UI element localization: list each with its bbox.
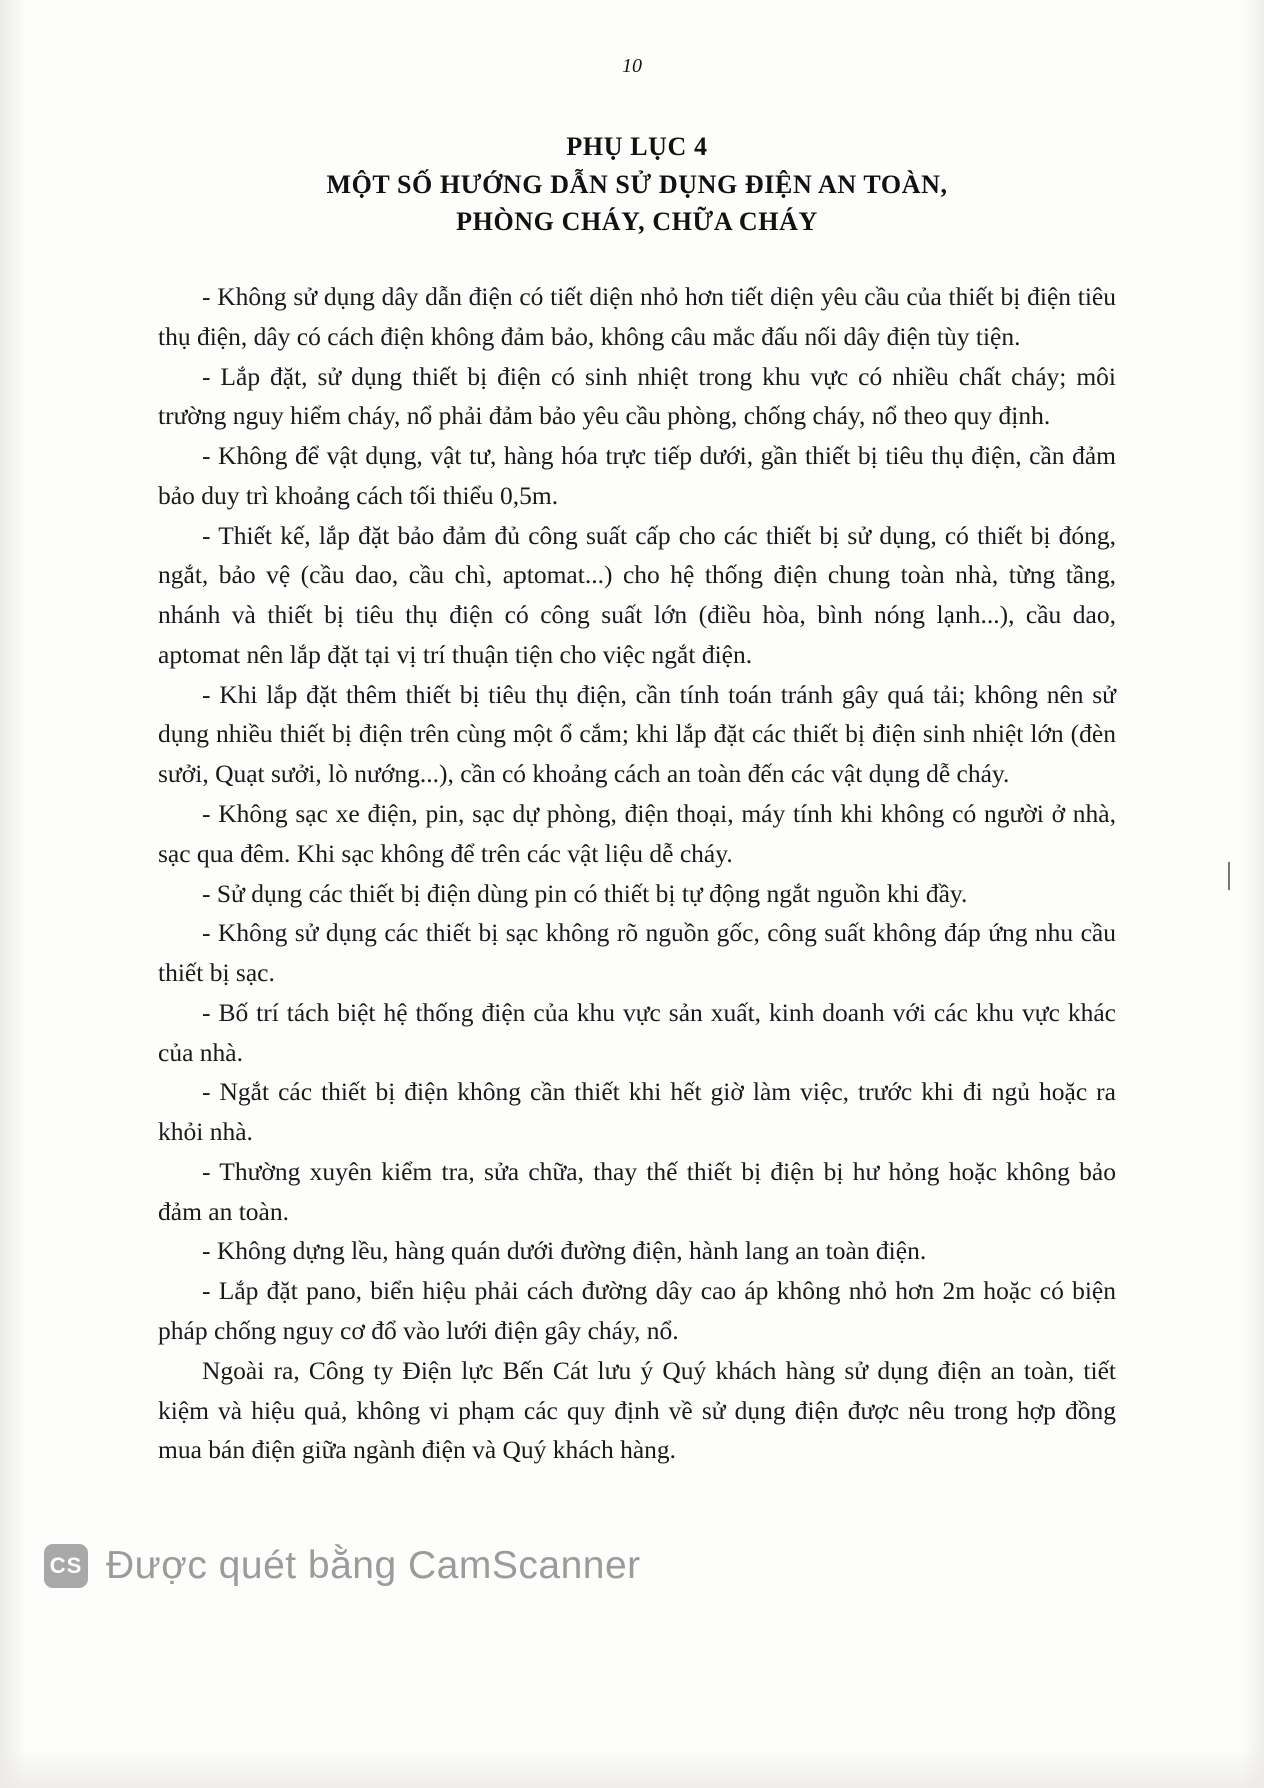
paragraph: - Sử dụng các thiết bị điện dùng pin có thiết bị tự động ngắt nguồn khi đầy.: [202, 878, 968, 908]
title-line-3: PHÒNG CHÁY, CHỮA CHÁY: [456, 207, 818, 237]
paragraph: - Không sạc xe điện, pin, sạc dự phòng, điện thoại, máy tính khi không có người ở nhà, sạc qua đêm. Khi sạc không để trên các vật liệu dễ cháy.: [158, 799, 1116, 868]
scan-edge-bottom: [0, 1748, 1264, 1788]
camscanner-watermark: [44, 1544, 641, 1588]
scan-edge-left: [0, 0, 26, 1788]
paragraph: - Không dựng lều, hàng quán dưới đường điện, hành lang an toàn điện.: [202, 1236, 927, 1266]
page-title: [158, 128, 1116, 241]
paragraph: - Thiết kế, lắp đặt bảo đảm đủ công suất cấp cho các thiết bị sử dụng, có thiết bị đóng, ngắt, bảo vệ (cầu dao, cầu chì, aptomat...) cho hệ thống điện chung toàn nhà, từng tầng, nhánh và thiết bị tiêu thụ điện có công suất lớn (điều hòa, bình nóng lạnh...), cầu dao, aptomat nên lắp đặt tại vị trí thuận tiện cho việc ngắt điện.: [158, 520, 1116, 669]
paragraph: - Lắp đặt pano, biển hiệu phải cách đường dây cao áp không nhỏ hơn 2m hoặc có biện pháp chống nguy cơ đổ vào lưới điện gây cháy, nổ.: [158, 1276, 1116, 1345]
paragraph: - Không để vật dụng, vật tư, hàng hóa trực tiếp dưới, gần thiết bị tiêu thụ điện, cần đảm bảo duy trì khoảng cách tối thiểu 0,5m.: [158, 441, 1116, 510]
paragraph: - Không sử dụng các thiết bị sạc không rõ nguồn gốc, công suất không đáp ứng nhu cầu thiết bị sạc.: [158, 918, 1116, 988]
title-line-1: PHỤ LỤC 4: [566, 132, 708, 161]
scan-edge-right: [1242, 0, 1264, 1788]
paragraph: - Thường xuyên kiểm tra, sửa chữa, thay thế thiết bị điện bị hư hỏng hoặc không bảo đảm an toàn.: [158, 1156, 1116, 1226]
margin-tick-mark: [1228, 862, 1230, 890]
camscanner-watermark-text: Được quét bằng CamScanner: [106, 1544, 641, 1587]
camscanner-logo-icon: CS: [44, 1544, 88, 1588]
paragraph: - Không sử dụng dây dẫn điện có tiết diện nhỏ hơn tiết diện yêu cầu của thiết bị điện tiêu thụ điện, dây có cách điện không đảm bảo, không câu mắc đấu nối dây điện tùy tiện.: [158, 282, 1116, 351]
document-content: [158, 128, 1116, 1470]
paragraph: Ngoài ra, Công ty Điện lực Bến Cát lưu ý Quý khách hàng sử dụng điện an toàn, tiết kiệm và hiệu quả, không vi phạm các quy định về sử dụng điện được nêu trong hợp đồng mua bán điện giữa ngành điện và Quý khách hàng.: [158, 1355, 1116, 1465]
page-number: 10: [622, 55, 642, 77]
paragraph: - Lắp đặt, sử dụng thiết bị điện có sinh nhiệt trong khu vực có nhiều chất cháy; môi trường nguy hiểm cháy, nổ phải đảm bảo yêu cầu phòng, chống cháy, nổ theo quy định.: [158, 361, 1116, 431]
body-text: [158, 277, 1116, 1470]
paragraph: - Bố trí tách biệt hệ thống điện của khu vực sản xuất, kinh doanh với các khu vực khác của nhà.: [158, 997, 1116, 1067]
paragraph: - Ngắt các thiết bị điện không cần thiết khi hết giờ làm việc, trước khi đi ngủ hoặc ra khỏi nhà.: [158, 1077, 1116, 1147]
title-line-2: MỘT SỐ HƯỚNG DẪN SỬ DỤNG ĐIỆN AN TOÀN,: [326, 169, 948, 199]
paragraph: - Khi lắp đặt thêm thiết bị tiêu thụ điện, cần tính toán tránh gây quá tải; không nên sử dụng nhiều thiết bị điện trên cùng một ổ cắm; khi lắp đặt các thiết bị điện sinh nhiệt lớn (đèn sưởi, Quạt sưởi, lò nướng...), cần có khoảng cách an toàn đến các vật dụng dễ cháy.: [158, 679, 1116, 789]
